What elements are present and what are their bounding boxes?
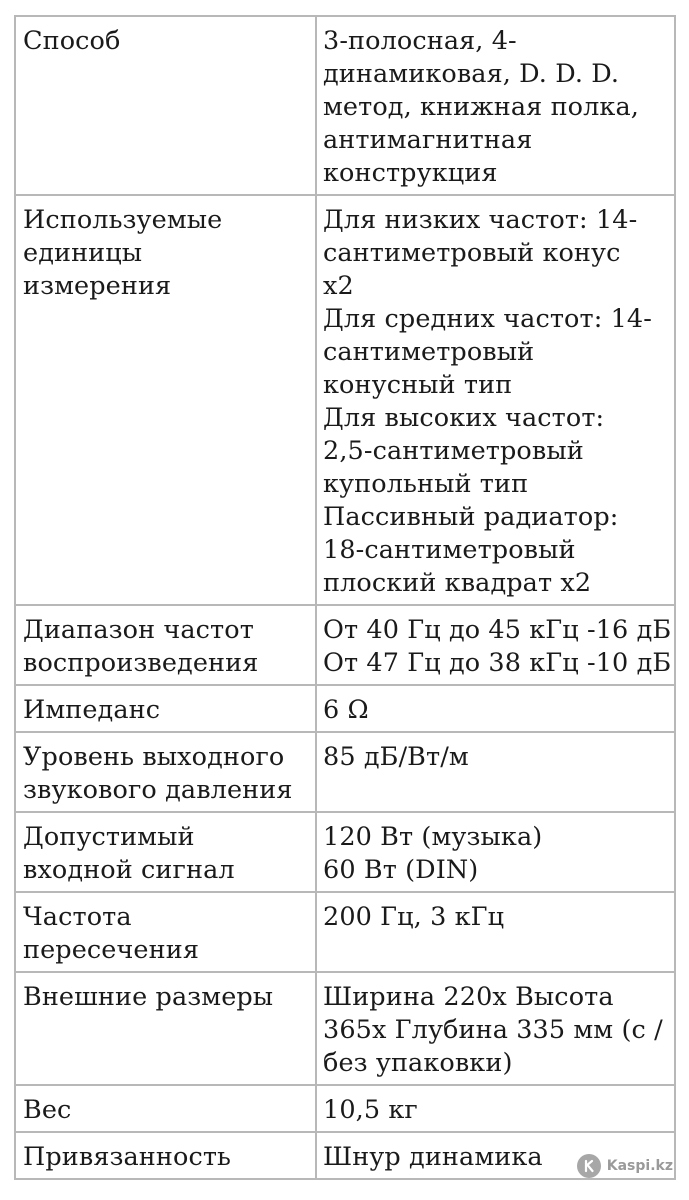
spec-label-line: Привязанность <box>23 1142 232 1172</box>
spec-value-line: Ширина 220x Высота <box>323 982 614 1012</box>
spec-value-line: 120 Вт (музыка) <box>323 822 543 852</box>
spec-label-cell <box>16 812 316 892</box>
table-row <box>16 17 674 195</box>
spec-label-line: Внешние размеры <box>23 982 274 1012</box>
table-row <box>16 892 674 972</box>
spec-value-line: 3-полосная, 4- <box>323 26 517 56</box>
spec-table-body <box>16 17 674 1179</box>
spec-label-cell <box>16 1085 316 1132</box>
kaspi-logo-icon <box>577 1154 601 1178</box>
spec-value-line: 85 дБ/Вт/м <box>323 742 469 772</box>
spec-label-line: единицы <box>23 238 143 268</box>
spec-value-line: плоский квадрат x2 <box>323 568 592 598</box>
spec-value-line: Для низких частот: 14- <box>323 205 638 235</box>
table-row <box>16 732 674 812</box>
table-row <box>16 1085 674 1132</box>
spec-value-line: конструкция <box>323 158 498 188</box>
spec-value-line: купольный тип <box>323 469 529 499</box>
spec-label-line: воспроизведения <box>23 648 259 678</box>
table-row <box>16 685 674 732</box>
table-row <box>16 972 674 1085</box>
spec-table-frame <box>14 15 676 1180</box>
spec-value-line: сантиметровый конус <box>323 238 621 268</box>
spec-value-line: без упаковки) <box>323 1048 513 1078</box>
spec-label-line: Частота <box>23 902 132 932</box>
spec-label-line: Используемые <box>23 205 223 235</box>
spec-label-cell <box>16 17 316 195</box>
spec-label-line: Диапазон частот <box>23 615 254 645</box>
spec-label-line: звукового давления <box>23 775 293 805</box>
spec-value-line: 200 Гц, 3 кГц <box>323 902 505 932</box>
spec-value-cell <box>316 195 674 605</box>
spec-label-cell <box>16 195 316 605</box>
spec-value-cell <box>316 605 674 685</box>
table-row <box>16 812 674 892</box>
spec-value-cell <box>316 685 674 732</box>
spec-value-line: От 40 Гц до 45 кГц -16 дБ <box>323 615 672 645</box>
spec-value-line: От 47 Гц до 38 кГц -10 дБ <box>323 648 672 678</box>
spec-label-cell <box>16 685 316 732</box>
spec-value-line: 60 Вт (DIN) <box>323 855 479 885</box>
spec-value-line: Для средних частот: 14- <box>323 304 652 334</box>
spec-label-line: пересечения <box>23 935 200 965</box>
spec-value-line: Пассивный радиатор: <box>323 502 619 532</box>
spec-value-line: 6 Ω <box>323 695 369 725</box>
spec-value-line: Шнур динамика <box>323 1142 543 1172</box>
watermark-text: Kaspi.kz <box>606 1158 673 1174</box>
spec-value-cell <box>316 812 674 892</box>
spec-value-line: сантиметровый <box>323 337 535 367</box>
spec-table <box>16 17 674 1180</box>
table-row <box>16 195 674 605</box>
spec-value-line: антимагнитная <box>323 125 533 155</box>
spec-value-line: конусный тип <box>323 370 513 400</box>
spec-label-cell <box>16 892 316 972</box>
table-row <box>16 1132 674 1179</box>
spec-label-line: Способ <box>23 26 121 56</box>
spec-label-cell <box>16 1132 316 1179</box>
spec-value-cell <box>316 1085 674 1132</box>
spec-value-cell <box>316 972 674 1085</box>
spec-label-line: Уровень выходного <box>23 742 285 772</box>
spec-label-line: Импеданс <box>23 695 161 725</box>
spec-label-line: измерения <box>23 271 172 301</box>
spec-label-line: входной сигнал <box>23 855 235 885</box>
spec-label-cell <box>16 605 316 685</box>
table-row <box>16 605 674 685</box>
spec-value-cell <box>316 732 674 812</box>
kaspi-watermark <box>577 1154 673 1178</box>
spec-value-cell <box>316 892 674 972</box>
spec-value-line: Для высоких частот: <box>323 403 605 433</box>
spec-value-line: метод, книжная полка, <box>323 92 639 122</box>
spec-label-line: Вес <box>23 1095 72 1125</box>
spec-value-line: 10,5 кг <box>323 1095 418 1125</box>
spec-label-cell <box>16 732 316 812</box>
spec-value-line: x2 <box>323 271 354 301</box>
spec-value-line: 2,5-сантиметровый <box>323 436 584 466</box>
spec-value-cell <box>316 17 674 195</box>
spec-value-line: 365x Глубина 335 мм (с / <box>323 1015 663 1045</box>
spec-label-cell <box>16 972 316 1085</box>
spec-value-line: 18-сантиметровый <box>323 535 576 565</box>
spec-label-line: Допустимый <box>23 822 195 852</box>
spec-value-line: динамиковая, D. D. D. <box>323 59 620 89</box>
